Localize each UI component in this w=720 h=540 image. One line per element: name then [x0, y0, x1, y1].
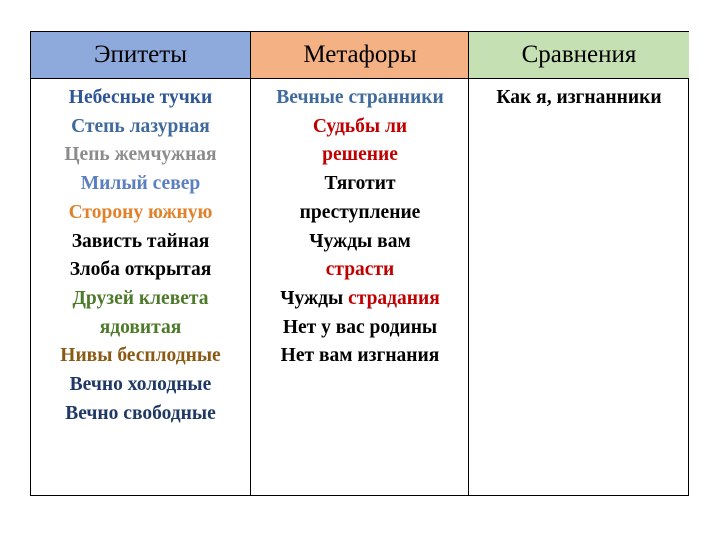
- comparisons-list: [469, 79, 689, 113]
- metaphor-item: страсти: [325, 259, 395, 281]
- epithet-item: Нивы бесплодные: [60, 345, 221, 367]
- metaphors-header: Метафоры: [251, 32, 469, 79]
- metaphor-word-highlight: страдания: [348, 287, 440, 309]
- epithet-item: Вечно свободные: [65, 402, 216, 424]
- epithet-item: Сторону южную: [68, 201, 213, 223]
- metaphor-item: преступление: [299, 201, 421, 223]
- metaphors-column: [250, 32, 469, 495]
- metaphor-item: Вечные странники: [276, 87, 444, 108]
- epithet-item: Злоба открытая: [69, 259, 212, 281]
- epithets-header: Эпитеты: [31, 32, 250, 79]
- metaphor-item: решение: [322, 144, 398, 166]
- metaphor-word: Чужды: [280, 287, 349, 309]
- metaphor-item: Нет вам изгнания: [280, 345, 440, 367]
- epithet-item: Небесные тучки: [68, 87, 213, 108]
- metaphor-item: Судьбы ли: [312, 115, 408, 137]
- comparison-item: Как я, изгнанники: [496, 87, 662, 108]
- metaphor-item: Нет у вас родины: [282, 316, 438, 338]
- epithet-item: Степь лазурная: [71, 115, 210, 137]
- metaphor-item: Тяготит: [324, 173, 396, 195]
- comparisons-header: Сравнения: [469, 32, 689, 79]
- metaphor-item: Чужды вам: [309, 230, 411, 252]
- metaphor-item: [251, 285, 469, 314]
- epithet-item: Вечно холодные: [69, 374, 212, 396]
- literary-devices-table: [30, 31, 689, 496]
- epithets-column: [31, 32, 250, 495]
- epithet-item: Друзей клевета: [72, 287, 209, 309]
- epithets-list: [31, 79, 250, 428]
- epithet-item: ядовитая: [99, 316, 182, 338]
- comparisons-column: [468, 32, 689, 495]
- metaphors-list: [251, 79, 469, 371]
- epithet-item: Цепь жемчужная: [64, 144, 217, 166]
- epithet-item: Зависть тайная: [71, 230, 210, 252]
- epithet-item: Милый север: [80, 173, 201, 195]
